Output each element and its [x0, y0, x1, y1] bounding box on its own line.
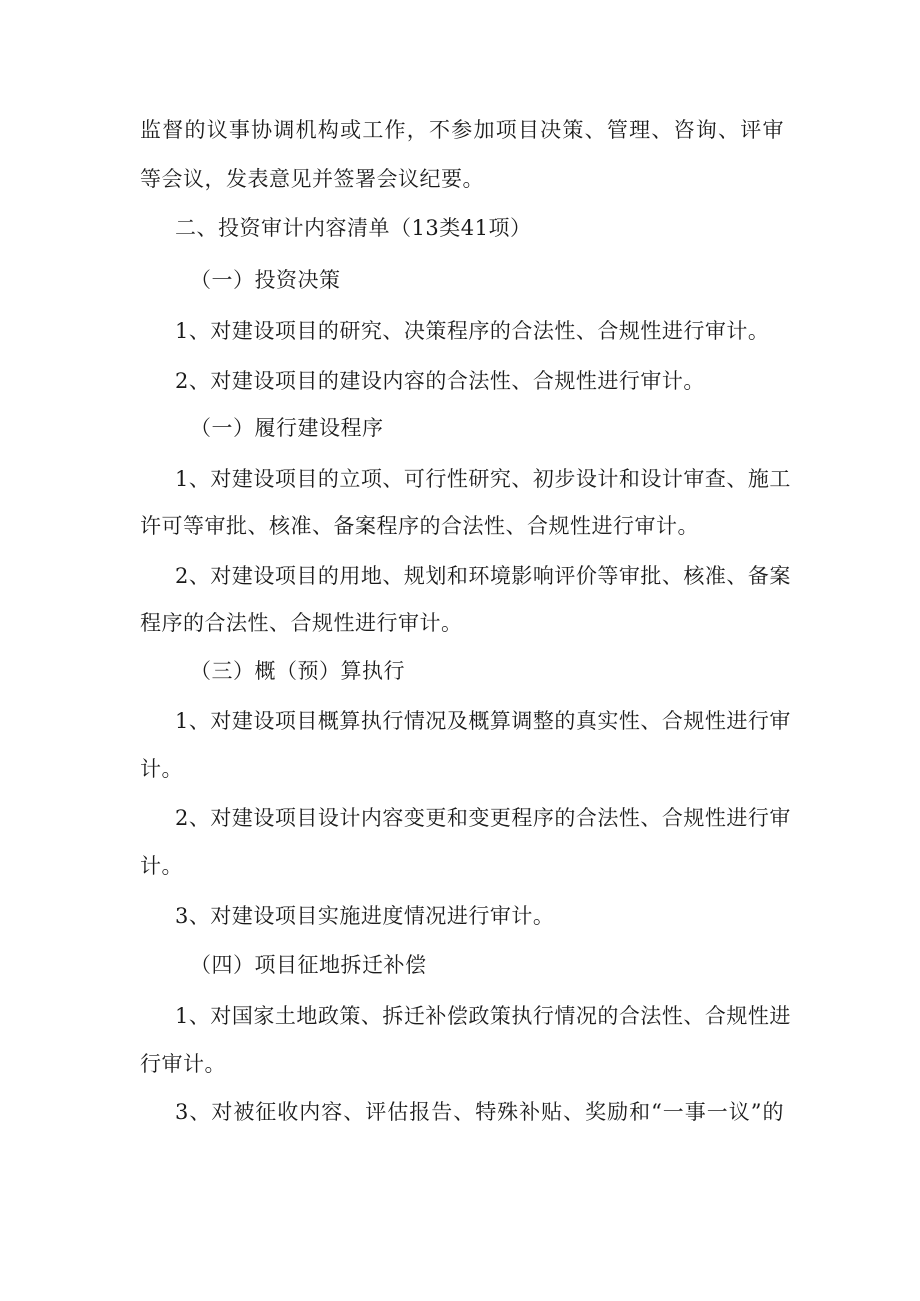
- list-item-continuation: 许可等审批、核准、备案程序的合法性、合规性进行审计。: [140, 514, 699, 538]
- subsection-heading: （一）投资决策: [190, 268, 341, 292]
- list-item: 1、对国家土地政策、拆迁补偿政策执行情况的合法性、合规性进: [175, 1004, 791, 1028]
- list-item: 2、对建设项目的建设内容的合法性、合规性进行审计。: [175, 369, 705, 393]
- section-heading: 二、投资审计内容清单（13类41项）: [175, 216, 532, 240]
- list-item-continuation: 程序的合法性、合规性进行审计。: [140, 611, 463, 635]
- list-item-continuation: 行审计。: [140, 1052, 226, 1076]
- list-item: 1、对建设项目的立项、可行性研究、初步设计和设计审查、施工: [175, 467, 791, 491]
- list-item-continuation: 计。: [140, 757, 183, 781]
- list-item: 3、对建设项目实施进度情况进行审计。: [175, 904, 555, 928]
- paragraph-line: 监督的议事协调机构或工作，不参加项目决策、管理、咨询、评审: [140, 118, 784, 142]
- subsection-heading: （一）履行建设程序: [190, 416, 384, 440]
- list-item: 2、对建设项目的用地、规划和环境影响评价等审批、核准、备案: [175, 564, 791, 588]
- subsection-heading: （四）项目征地拆迁补偿: [190, 953, 427, 977]
- list-item: 1、对建设项目的研究、决策程序的合法性、合规性进行审计。: [175, 319, 770, 343]
- list-item: 2、对建设项目设计内容变更和变更程序的合法性、合规性进行审: [175, 806, 791, 830]
- subsection-heading: （三）概（预）算执行: [190, 659, 405, 683]
- list-item-continuation: 计。: [140, 854, 183, 878]
- list-item: 1、对建设项目概算执行情况及概算调整的真实性、合规性进行审: [175, 709, 791, 733]
- paragraph-line: 等会议，发表意见并签署会议纪要。: [140, 167, 484, 191]
- list-item: 3、对被征收内容、评估报告、特殊补贴、奖励和“一事一议”的: [175, 1100, 784, 1124]
